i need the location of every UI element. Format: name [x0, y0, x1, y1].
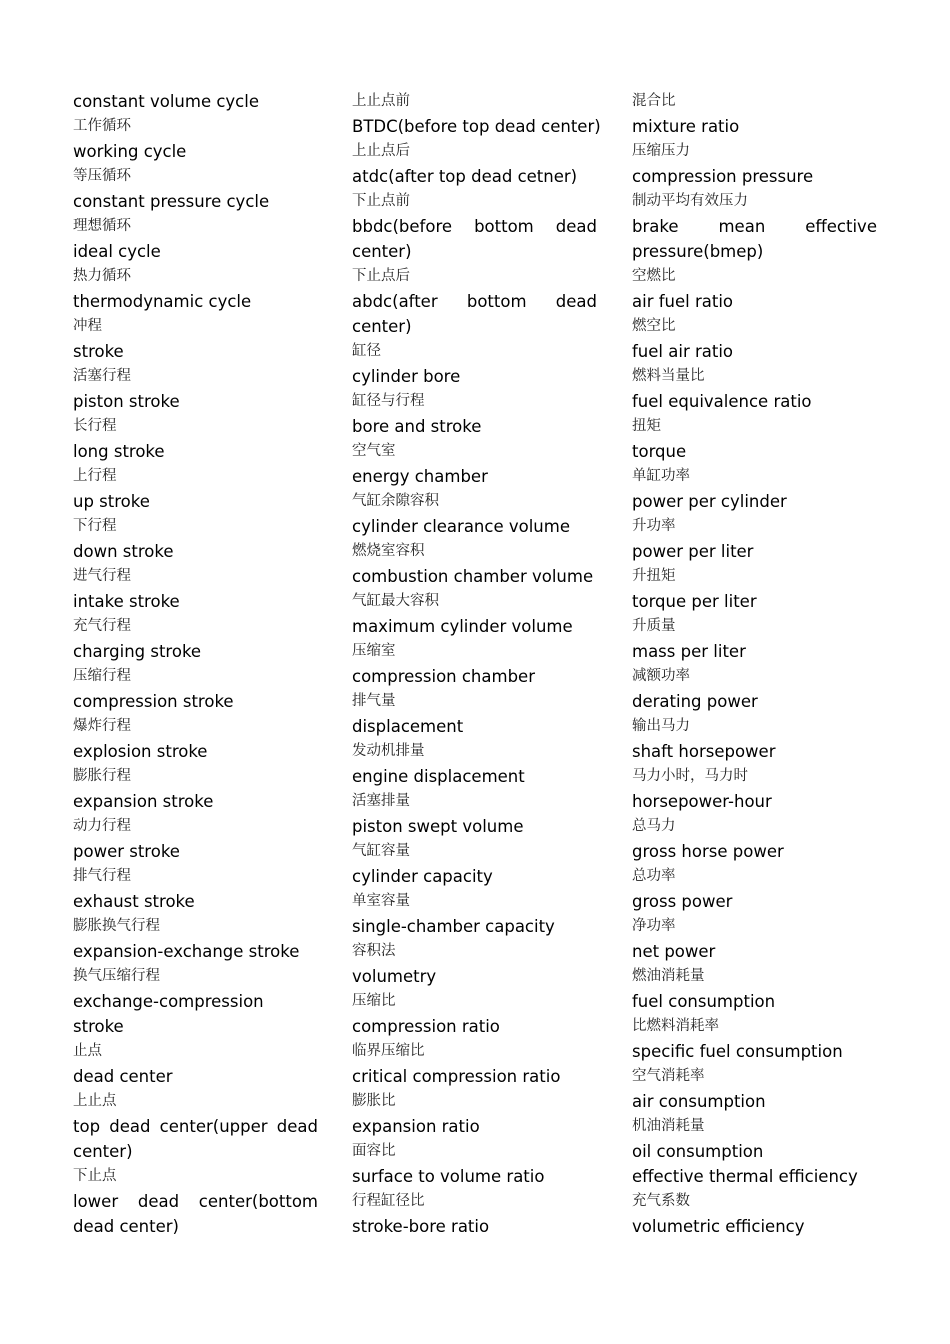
english-term: power stroke — [73, 842, 180, 861]
glossary-entry — [352, 1189, 597, 1239]
english-term: volumetry — [352, 967, 437, 986]
chinese-term: 爆炸行程 — [73, 718, 131, 734]
chinese-term: 下止点前 — [352, 193, 410, 209]
chinese-term: 热力循环 — [73, 268, 131, 284]
english-term: specific fuel consumption — [632, 1042, 843, 1061]
chinese-term: 工作循环 — [73, 118, 131, 134]
english-term: stroke — [73, 1017, 124, 1036]
glossary-entry — [352, 989, 597, 1039]
glossary-entry — [73, 764, 318, 814]
english-term: stroke-bore ratio — [352, 1217, 490, 1236]
glossary-entry — [73, 564, 318, 614]
english-term: thermodynamic cycle — [73, 292, 252, 311]
english-term: maximum cylinder volume — [352, 617, 573, 636]
glossary-entry — [632, 564, 877, 614]
glossary-entry — [73, 914, 318, 964]
english-term: ideal cycle — [73, 242, 161, 261]
glossary-entry — [632, 764, 877, 814]
chinese-term: 止点 — [73, 1043, 102, 1059]
english-term: net power — [632, 942, 716, 961]
english-term: expansion ratio — [352, 1117, 480, 1136]
english-term: combustion chamber volume — [352, 567, 594, 586]
chinese-term: 净功率 — [632, 918, 676, 934]
glossary-column-2 — [352, 89, 601, 1239]
glossary-entry — [352, 739, 597, 789]
chinese-term: 压缩压力 — [632, 143, 690, 159]
english-term: exhaust stroke — [73, 892, 195, 911]
chinese-term: 减额功率 — [632, 668, 690, 684]
chinese-term: 下止点后 — [352, 268, 410, 284]
chinese-term: 压缩比 — [352, 993, 396, 1009]
chinese-term: 总功率 — [632, 868, 676, 884]
glossary-entry — [352, 339, 597, 389]
english-term: piston stroke — [73, 392, 180, 411]
glossary-entry — [73, 89, 318, 114]
chinese-term: 临界压缩比 — [352, 1043, 425, 1059]
english-term: working cycle — [73, 142, 187, 161]
chinese-term: 面容比 — [352, 1143, 396, 1159]
chinese-term: 下止点 — [73, 1168, 117, 1184]
glossary-entry — [352, 89, 601, 139]
english-term: gross power — [632, 892, 733, 911]
chinese-term: 气缸最大容积 — [352, 593, 439, 609]
glossary-entry — [73, 514, 318, 564]
glossary-entry — [632, 314, 877, 364]
chinese-term: 活塞行程 — [73, 368, 131, 384]
glossary-entry — [632, 1114, 877, 1189]
english-term: oil consumption — [632, 1142, 764, 1161]
glossary-entry — [632, 89, 877, 139]
english-term: abdc(after bottom dead — [352, 292, 597, 311]
chinese-term: 下行程 — [73, 518, 117, 534]
english-term: expansion-exchange stroke — [73, 942, 300, 961]
glossary-entry — [632, 714, 877, 764]
glossary-entry — [73, 264, 318, 314]
chinese-term: 容积法 — [352, 943, 396, 959]
chinese-term: 空燃比 — [632, 268, 676, 284]
english-term: top dead center(upper dead — [73, 1117, 318, 1136]
english-term: fuel air ratio — [632, 342, 734, 361]
glossary-entry — [632, 264, 877, 314]
english-term: center) — [73, 1142, 133, 1161]
glossary-entry — [73, 864, 318, 914]
english-term: torque — [632, 442, 687, 461]
glossary-entry — [352, 1039, 597, 1089]
english-term: expansion stroke — [73, 792, 214, 811]
glossary-entry — [632, 414, 877, 464]
english-term: down stroke — [73, 542, 174, 561]
glossary-entry — [632, 364, 877, 414]
glossary-entry — [632, 189, 877, 264]
glossary-entry — [352, 689, 597, 739]
english-term: intake stroke — [73, 592, 180, 611]
glossary-entry — [632, 1189, 877, 1239]
chinese-term: 上止点 — [73, 1093, 117, 1109]
english-term: pressure(bmep) — [632, 242, 764, 261]
chinese-term: 燃料当量比 — [632, 368, 705, 384]
glossary-entry — [73, 314, 318, 364]
english-term: gross horse power — [632, 842, 784, 861]
english-term: exchange-compression — [73, 992, 264, 1011]
chinese-term: 膨胀比 — [352, 1093, 396, 1109]
glossary-entry — [352, 939, 597, 989]
chinese-term: 燃油消耗量 — [632, 968, 705, 984]
glossary-entry — [632, 1064, 877, 1114]
chinese-term: 排气量 — [352, 693, 396, 709]
english-term: explosion stroke — [73, 742, 208, 761]
english-term: air fuel ratio — [632, 292, 734, 311]
chinese-term: 缸径与行程 — [352, 393, 425, 409]
glossary-entry — [352, 489, 597, 539]
glossary-entry — [352, 389, 597, 439]
chinese-term: 输出马力 — [632, 718, 690, 734]
english-term: energy chamber — [352, 467, 488, 486]
glossary-column-3 — [632, 89, 877, 1239]
glossary-entry — [632, 864, 877, 914]
chinese-term: 换气压缩行程 — [73, 968, 160, 984]
english-term: stroke — [73, 342, 124, 361]
english-term: BTDC(before top dead center) — [352, 117, 601, 136]
chinese-term: 空气室 — [352, 443, 396, 459]
glossary-entry — [632, 614, 877, 664]
english-term: compression chamber — [352, 667, 535, 686]
glossary-entry — [73, 1089, 318, 1164]
english-term: power per liter — [632, 542, 754, 561]
english-term: lower dead center(bottom — [73, 1192, 318, 1211]
english-term: surface to volume ratio — [352, 1167, 545, 1186]
chinese-term: 冲程 — [73, 318, 102, 334]
english-term: constant volume cycle — [73, 92, 259, 111]
glossary-entry — [632, 664, 877, 714]
glossary-entry — [352, 589, 597, 639]
chinese-term: 气缸容量 — [352, 843, 410, 859]
glossary-entry — [73, 1164, 318, 1239]
chinese-term: 上止点前 — [352, 93, 410, 109]
chinese-term: 上行程 — [73, 468, 117, 484]
english-term: dead center — [73, 1067, 173, 1086]
english-term: constant pressure cycle — [73, 192, 270, 211]
english-term: critical compression ratio — [352, 1067, 561, 1086]
glossary-entry — [352, 189, 597, 264]
chinese-term: 压缩室 — [352, 643, 396, 659]
glossary-entry — [632, 814, 877, 864]
glossary-column-1 — [73, 89, 318, 1239]
english-term: long stroke — [73, 442, 165, 461]
chinese-term: 制动平均有效压力 — [632, 193, 748, 209]
english-term: fuel equivalence ratio — [632, 392, 812, 411]
english-term: compression pressure — [632, 167, 814, 186]
glossary-entry — [73, 114, 318, 164]
english-term: fuel consumption — [632, 992, 776, 1011]
glossary-entry — [352, 264, 597, 339]
chinese-term: 充气行程 — [73, 618, 131, 634]
chinese-term: 行程缸径比 — [352, 1193, 425, 1209]
chinese-term: 发动机排量 — [352, 743, 425, 759]
glossary-entry — [632, 464, 877, 514]
english-term: air consumption — [632, 1092, 766, 1111]
glossary-entry — [352, 789, 597, 839]
english-term: cylinder capacity — [352, 867, 493, 886]
glossary-entry — [632, 914, 877, 964]
chinese-term: 进气行程 — [73, 568, 131, 584]
chinese-term: 膨胀换气行程 — [73, 918, 160, 934]
chinese-term: 燃烧室容积 — [352, 543, 425, 559]
chinese-term: 排气行程 — [73, 868, 131, 884]
glossary-entry — [352, 889, 597, 939]
english-term: compression ratio — [352, 1017, 500, 1036]
chinese-term: 空气消耗率 — [632, 1068, 705, 1084]
chinese-term: 升质量 — [632, 618, 676, 634]
english-term: piston swept volume — [352, 817, 524, 836]
english-term: up stroke — [73, 492, 150, 511]
glossary-entry — [632, 1014, 877, 1064]
english-term: cylinder clearance volume — [352, 517, 570, 536]
english-term: single-chamber capacity — [352, 917, 555, 936]
english-term: bbdc(before bottom dead — [352, 217, 597, 236]
chinese-term: 单室容量 — [352, 893, 410, 909]
english-term: shaft horsepower — [632, 742, 776, 761]
english-term: mixture ratio — [632, 117, 740, 136]
chinese-term: 升功率 — [632, 518, 676, 534]
chinese-term: 充气系数 — [632, 1193, 690, 1209]
chinese-term: 单缸功率 — [632, 468, 690, 484]
glossary-entry — [632, 964, 877, 1014]
chinese-term: 混合比 — [632, 93, 676, 109]
glossary-entry — [73, 414, 318, 464]
english-term: center) — [352, 242, 412, 261]
glossary-entry — [352, 839, 597, 889]
chinese-term: 马力小时，马力时 — [632, 768, 748, 784]
chinese-term: 等压循环 — [73, 168, 131, 184]
glossary-entry — [632, 514, 877, 564]
glossary-entry — [352, 439, 597, 489]
chinese-term: 机油消耗量 — [632, 1118, 705, 1134]
english-term: atdc(after top dead cetner) — [352, 167, 578, 186]
chinese-term: 压缩行程 — [73, 668, 131, 684]
chinese-term: 动力行程 — [73, 818, 131, 834]
glossary-entry — [632, 139, 877, 189]
glossary-entry — [73, 714, 318, 764]
chinese-term: 长行程 — [73, 418, 117, 434]
english-term: torque per liter — [632, 592, 757, 611]
chinese-term: 气缸余隙容积 — [352, 493, 439, 509]
english-term: cylinder bore — [352, 367, 461, 386]
chinese-term: 升扭矩 — [632, 568, 676, 584]
english-term: horsepower-hour — [632, 792, 772, 811]
english-term: brake mean effective — [632, 217, 877, 236]
glossary-entry — [73, 464, 318, 514]
chinese-term: 活塞排量 — [352, 793, 410, 809]
english-term: engine displacement — [352, 767, 525, 786]
english-term: displacement — [352, 717, 464, 736]
chinese-term: 扭矩 — [632, 418, 661, 434]
glossary-entry — [352, 639, 597, 689]
chinese-term: 比燃料消耗率 — [632, 1018, 719, 1034]
glossary-entry — [352, 539, 597, 589]
glossary-entry — [73, 964, 318, 1039]
chinese-term: 上止点后 — [352, 143, 410, 159]
glossary-entry — [73, 364, 318, 414]
glossary-entry — [73, 214, 318, 264]
chinese-term: 膨胀行程 — [73, 768, 131, 784]
glossary-entry — [352, 1089, 597, 1139]
english-term: mass per liter — [632, 642, 746, 661]
english-term: effective thermal efficiency — [632, 1167, 858, 1186]
english-term: power per cylinder — [632, 492, 787, 511]
english-term: volumetric efficiency — [632, 1217, 805, 1236]
glossary-entry — [73, 1039, 318, 1089]
english-term: charging stroke — [73, 642, 202, 661]
english-term: center) — [352, 317, 412, 336]
glossary-entry — [352, 139, 597, 189]
english-term: dead center) — [73, 1217, 179, 1236]
english-term: compression stroke — [73, 692, 234, 711]
chinese-term: 缸径 — [352, 343, 381, 359]
glossary-entry — [73, 664, 318, 714]
chinese-term: 总马力 — [632, 818, 676, 834]
glossary-entry — [73, 614, 318, 664]
glossary-entry — [73, 814, 318, 864]
glossary-entry — [352, 1139, 597, 1189]
english-term: bore and stroke — [352, 417, 482, 436]
glossary-entry — [73, 164, 318, 214]
english-term: derating power — [632, 692, 758, 711]
chinese-term: 燃空比 — [632, 318, 676, 334]
chinese-term: 理想循环 — [73, 218, 131, 234]
